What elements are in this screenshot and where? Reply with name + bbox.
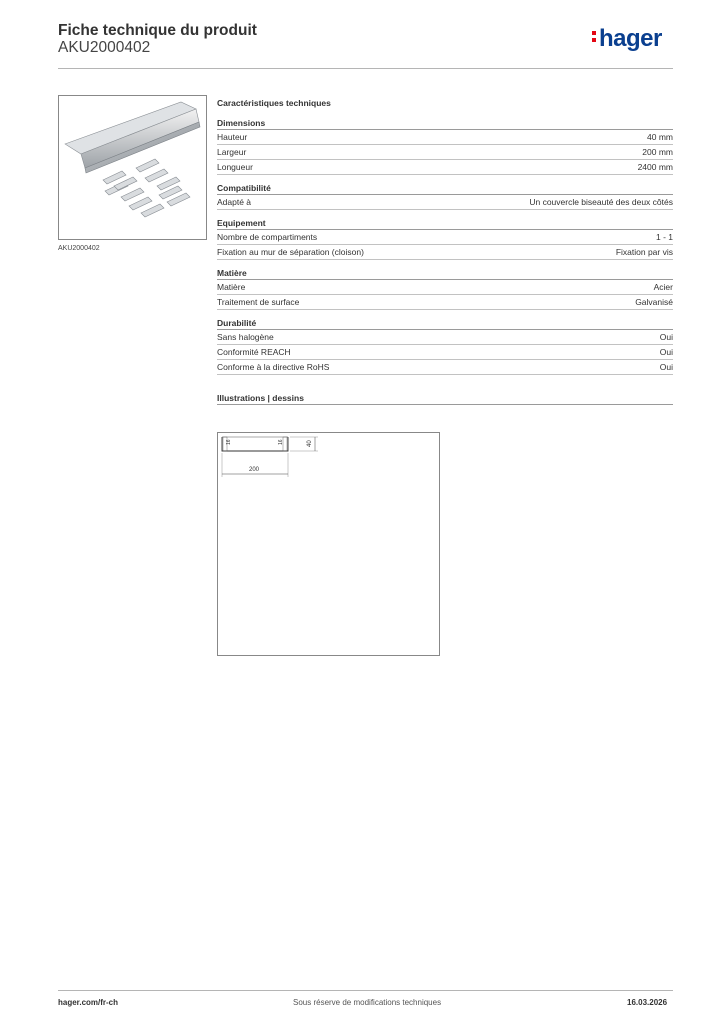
section-sustainability bbox=[217, 316, 673, 375]
page-title: Fiche technique du produit bbox=[58, 22, 257, 39]
footer-url[interactable]: hager.com/fr-ch bbox=[58, 998, 119, 1007]
spec-row bbox=[217, 230, 673, 245]
width-dimension-label: 200 bbox=[249, 467, 260, 473]
spec-label: Longueur bbox=[217, 162, 253, 172]
spec-row bbox=[217, 330, 673, 345]
hager-logo bbox=[592, 27, 662, 51]
spec-value: Un couvercle biseauté des deux côtés bbox=[529, 197, 673, 207]
spec-label: Traitement de surface bbox=[217, 297, 300, 307]
spec-label: Conforme à la directive RoHS bbox=[217, 362, 330, 372]
spec-value: Acier bbox=[653, 282, 673, 292]
spec-value: 1 - 1 bbox=[655, 232, 673, 242]
illustrations-title: Illustrations | dessins bbox=[217, 391, 673, 405]
specs-title: Caractéristiques techniques bbox=[217, 98, 331, 108]
section-compatibility bbox=[217, 181, 673, 210]
footer-divider bbox=[58, 990, 673, 991]
section-equipment bbox=[217, 216, 673, 260]
height-dimension-label: 40 bbox=[307, 440, 313, 447]
spec-label: Adapté à bbox=[217, 197, 252, 207]
logo-dots-icon bbox=[592, 30, 597, 44]
section-title: Compatibilité bbox=[217, 181, 673, 195]
spec-row bbox=[217, 280, 673, 295]
section-title: Equipement bbox=[217, 216, 673, 230]
footer-note: Sous réserve de modifications techniques bbox=[293, 998, 442, 1007]
spec-label: Hauteur bbox=[217, 132, 248, 142]
spec-row bbox=[217, 345, 673, 360]
spec-value: 40 mm bbox=[647, 132, 673, 142]
left-side-dimension-label: 16 bbox=[226, 439, 232, 445]
spec-value: 2400 mm bbox=[637, 162, 673, 172]
spec-value: Oui bbox=[659, 347, 673, 357]
spec-value: Galvanisé bbox=[635, 297, 673, 307]
spec-row bbox=[217, 160, 673, 175]
section-title: Durabilité bbox=[217, 316, 673, 330]
technical-drawing bbox=[217, 432, 440, 656]
spec-row bbox=[217, 195, 673, 210]
spec-row bbox=[217, 130, 673, 145]
spec-label: Largeur bbox=[217, 147, 247, 157]
product-image-caption: AKU2000402 bbox=[58, 245, 100, 252]
product-code: AKU2000402 bbox=[58, 39, 151, 56]
cross-section-drawing bbox=[218, 433, 439, 655]
spec-row bbox=[217, 295, 673, 310]
spec-row bbox=[217, 145, 673, 160]
footer-date: 16.03.2026 bbox=[627, 998, 668, 1007]
spec-value: Oui bbox=[659, 332, 673, 342]
spec-label: Fixation au mur de séparation (cloison) bbox=[217, 247, 364, 257]
spec-value: Fixation par vis bbox=[615, 247, 673, 257]
header-divider bbox=[58, 68, 673, 69]
section-material bbox=[217, 266, 673, 310]
right-side-dimension-label: 16 bbox=[278, 439, 284, 445]
product-image bbox=[58, 95, 207, 240]
spec-label: Sans halogène bbox=[217, 332, 274, 342]
cable-trunking-illustration bbox=[59, 96, 206, 239]
section-dimensions bbox=[217, 116, 673, 175]
technical-specs bbox=[217, 96, 673, 405]
section-title: Matière bbox=[217, 266, 673, 280]
spec-row bbox=[217, 245, 673, 260]
spec-label: Conformité REACH bbox=[217, 347, 291, 357]
spec-label: Nombre de compartiments bbox=[217, 232, 318, 242]
section-title: Dimensions bbox=[217, 116, 673, 130]
spec-value: 200 mm bbox=[642, 147, 673, 157]
spec-label: Matière bbox=[217, 282, 246, 292]
logo-text: hager bbox=[599, 25, 662, 52]
spec-value: Oui bbox=[659, 362, 673, 372]
spec-row bbox=[217, 360, 673, 375]
